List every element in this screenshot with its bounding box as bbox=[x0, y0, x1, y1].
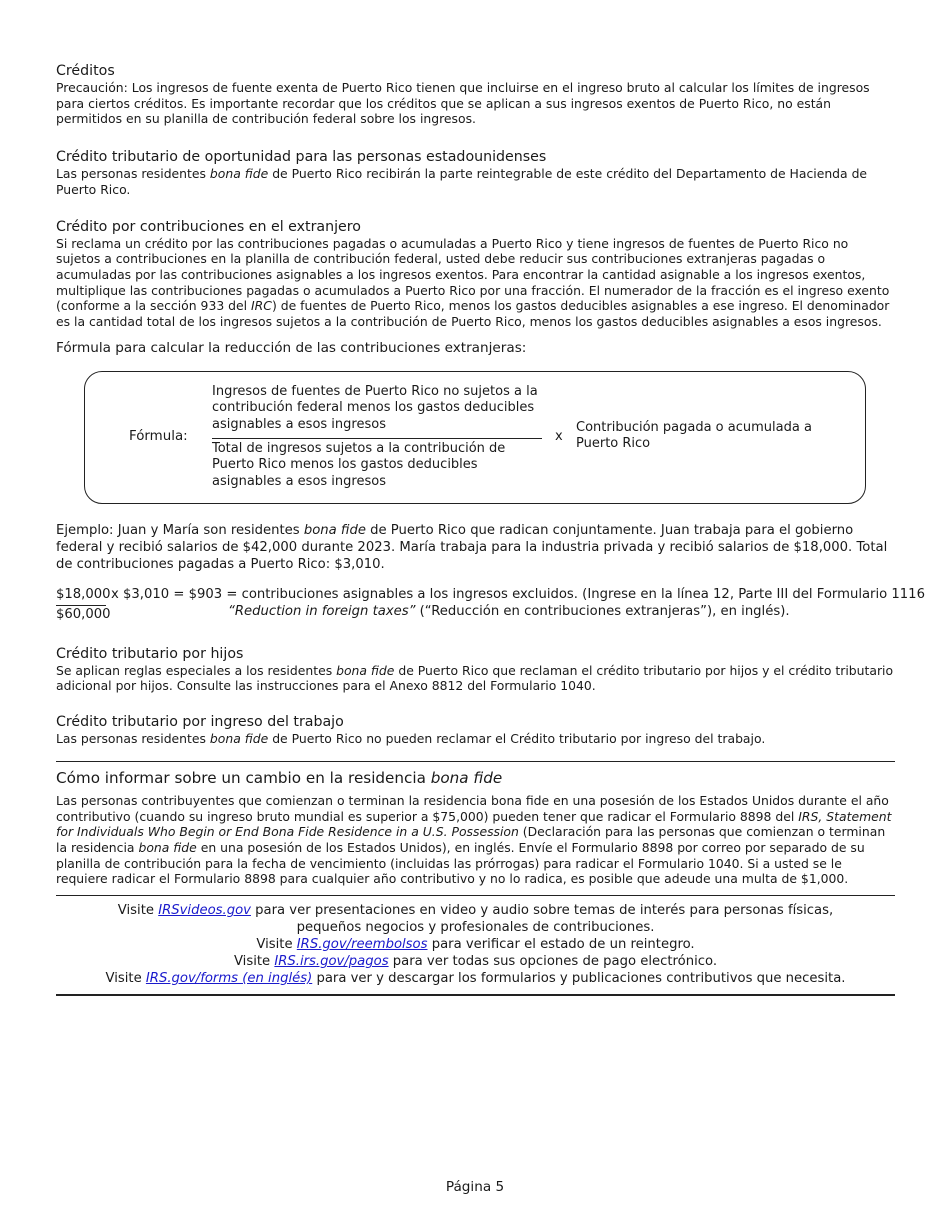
example-calculation bbox=[56, 586, 925, 627]
forms-link[interactable]: IRS.gov/forms (en inglés) bbox=[145, 971, 313, 987]
document-page bbox=[56, 62, 925, 996]
italic-run: bona fide bbox=[138, 839, 197, 855]
text-run: para ver presentaciones en video y audio sobre temas de interés para personas físicas, bbox=[250, 903, 834, 919]
section-heading-cambio bbox=[56, 769, 895, 788]
calc-line-2 bbox=[228, 604, 790, 620]
section-hijos bbox=[56, 645, 895, 694]
formula-result: Contribución pagada o acumulada a Puerto Rico bbox=[576, 419, 812, 452]
calc-denominator: $60,000 bbox=[56, 606, 111, 622]
text-run: de Puerto Rico recibirán la parte reintegrable de este crédito del Departamento de Hacienda de Puerto Rico. bbox=[56, 166, 868, 197]
section-heading-extranjero: Crédito por contribuciones en el extranjero bbox=[56, 218, 361, 235]
text-run: Las personas contribuyentes que comienzan o terminan la residencia bona fide en una posesión de los Estados Unidos durante el año contributivo (cuando su ingreso bruto mundial es superior a $75,000) pueden tener que radicar el Formulario 8898 del bbox=[56, 792, 889, 824]
calc-numerator: $18,000 bbox=[56, 586, 111, 602]
multiply-sign: x bbox=[555, 428, 563, 444]
text-run: (Declaración para las personas que comienzan o terminan la residencia bbox=[56, 824, 886, 855]
italic-run: bona fide bbox=[336, 662, 395, 678]
italic-run: IRC bbox=[251, 298, 272, 314]
fraction-bar bbox=[212, 438, 542, 439]
text-run: Visite bbox=[105, 971, 146, 987]
text-run: ) de fuentes de Puerto Rico, menos los gastos deducibles asignables a ese ingreso. El denominador es la cantidad total de los ingresos sujetos a la contribución de Puerto Rico, menos los gastos deducibles asignables a esos ingresos. bbox=[56, 298, 890, 330]
section-cambio bbox=[56, 761, 895, 887]
italic-run: bona fide bbox=[209, 731, 269, 747]
calc-fraction-bar bbox=[56, 605, 106, 606]
section-heading-creditos: Créditos bbox=[56, 63, 115, 79]
text-run: de Puerto Rico que radican conjuntamente. Juan trabaja para el gobierno federal y recibió salarios de $42,000 durante 2023. María trabaja para la industria privada y recibió salarios de $18,000. Total de contribuciones pagadas a Puerto Rico: $3,010. bbox=[56, 522, 888, 572]
visit-line-4 bbox=[56, 970, 895, 987]
text-run: Si reclama un crédito por las contribuciones pagadas o acumuladas a Puerto Rico y tiene ingresos de fuentes de Puerto Rico no sujetos a contribuciones en la planilla de contribución federal, usted debe reducir sus contribuciones extranjeras pagadas o acumuladas por las contribuciones asignables a los ingresos exentos. Para encontrar la cantidad asignable a los ingresos exentos, multiplique las contribuciones pagadas o acumulados a Puerto Rico por una fracción. El numerador de la fracción es el ingreso exento (conforme a la sección 933 del bbox=[56, 235, 890, 314]
extranjero-paragraph bbox=[56, 236, 895, 330]
italic-run: bona fide bbox=[209, 166, 269, 182]
text-run: Las personas residentes bbox=[56, 166, 210, 182]
caution-paragraph bbox=[56, 80, 895, 127]
text-run: para ver y descargar los formularios y publicaciones contributivos que necesita. bbox=[312, 971, 846, 987]
text-run: de Puerto Rico no pueden reclamar el Crédito tributario por ingreso del trabajo. bbox=[268, 731, 766, 747]
text-run: en una posesión de los Estados Unidos), en inglés. Envíe el Formulario 8898 por correo por separado de su planilla de contribución para la fecha de vencimiento (incluidas las prórrogas) para radicar el Formulario 1040. Si a usted se le requiere radicar el Formulario 8898 para cualquier año contributivo y no lo radica, es posible que adeude una multa de $1,000. bbox=[56, 839, 865, 887]
formula-numerator: Ingresos de fuentes de Puerto Rico no sujetos a la contribución federal menos los gastos deducibles asignables a esos ingresos bbox=[212, 383, 538, 433]
reembolsos-link[interactable]: IRS.gov/reembolsos bbox=[296, 937, 428, 953]
formula-label: Fórmula: bbox=[129, 428, 188, 444]
text-run: Se aplican reglas especiales a los residentes bbox=[56, 662, 337, 678]
text-run: Visite bbox=[233, 954, 275, 970]
example-label: Ejemplo: bbox=[56, 522, 114, 538]
visit-line-1 bbox=[56, 902, 895, 919]
cambio-paragraph bbox=[56, 793, 895, 887]
example-paragraph bbox=[56, 522, 895, 573]
hijos-paragraph bbox=[56, 663, 895, 694]
formula-denominator: Total de ingresos sujetos a la contribución de Puerto Rico menos los gastos deducibles asignables a esos ingresos bbox=[212, 440, 506, 490]
italic-run: bona fide bbox=[430, 768, 503, 787]
pagos-link[interactable]: IRS.irs.gov/pagos bbox=[274, 954, 389, 970]
calc-line-1: x $3,010 = $903 = contribuciones asignables a los ingresos excluidos. (Ingrese en la línea 12, Parte III del Formulario 1116 bbox=[111, 586, 925, 602]
text-run: Visite bbox=[256, 937, 297, 953]
visit-line-1b: pequeños negocios y profesionales de contribuciones. bbox=[296, 920, 655, 936]
text-run: Juan y María son residentes bbox=[113, 522, 304, 538]
oportunidad-paragraph bbox=[56, 166, 895, 197]
section-oportunidad bbox=[56, 148, 895, 197]
text-run: para ver todas sus opciones de pago electrónico. bbox=[388, 954, 718, 970]
italic-run: IRS, Statement for Individuals Who Begin or End Bona Fide Residence in a U.S. Possession bbox=[56, 808, 892, 840]
trabajo-paragraph bbox=[56, 731, 895, 747]
section-heading-trabajo: Crédito tributario por ingreso del trabajo bbox=[56, 714, 344, 731]
caution-text: Los ingresos de fuente exenta de Puerto Rico tienen que incluirse en el ingreso bruto al calcular los límites de ingresos para ciertos créditos. Es importante recordar que los créditos que se aplican a sus ingresos exentos de Puerto Rico, no están permitidos en su planilla de contribución federal sobre los ingresos. bbox=[56, 80, 870, 127]
text-run: (“Reducción en contribuciones extranjeras”), en inglés). bbox=[415, 603, 790, 619]
page-number: Página 5 bbox=[445, 1179, 505, 1195]
text-run: para verificar el estado de un reintegro. bbox=[427, 937, 695, 953]
visit-line-2 bbox=[56, 936, 895, 953]
section-creditos bbox=[56, 62, 895, 127]
text-run: de Puerto Rico que reclaman el crédito tributario por hijos y el crédito tributario adicional por hijos. Consulte las instrucciones para el Anexo 8812 del Formulario 1040. bbox=[56, 662, 894, 694]
text-run: Visite bbox=[117, 903, 159, 919]
formula-box bbox=[84, 371, 866, 504]
text-run: Cómo informar sobre un cambio en la residencia bbox=[56, 768, 431, 787]
italic-run: “Reduction in foreign taxes” bbox=[228, 603, 416, 619]
caution-label: Precaución: bbox=[56, 80, 128, 95]
section-trabajo bbox=[56, 713, 895, 747]
visit-line-3 bbox=[56, 953, 895, 970]
visit-links-box bbox=[56, 895, 895, 996]
irsvideos-link[interactable]: IRSvideos.gov bbox=[158, 903, 251, 919]
italic-run: bona fide bbox=[303, 522, 366, 538]
text-run: Las personas residentes bbox=[56, 731, 210, 747]
section-extranjero bbox=[56, 218, 895, 357]
section-heading-oportunidad: Crédito tributario de oportunidad para las personas estadounidenses bbox=[56, 149, 547, 166]
formula-lead: Fórmula para calcular la reducción de las contribuciones extranjeras: bbox=[56, 339, 527, 356]
section-heading-hijos: Crédito tributario por hijos bbox=[56, 645, 244, 662]
